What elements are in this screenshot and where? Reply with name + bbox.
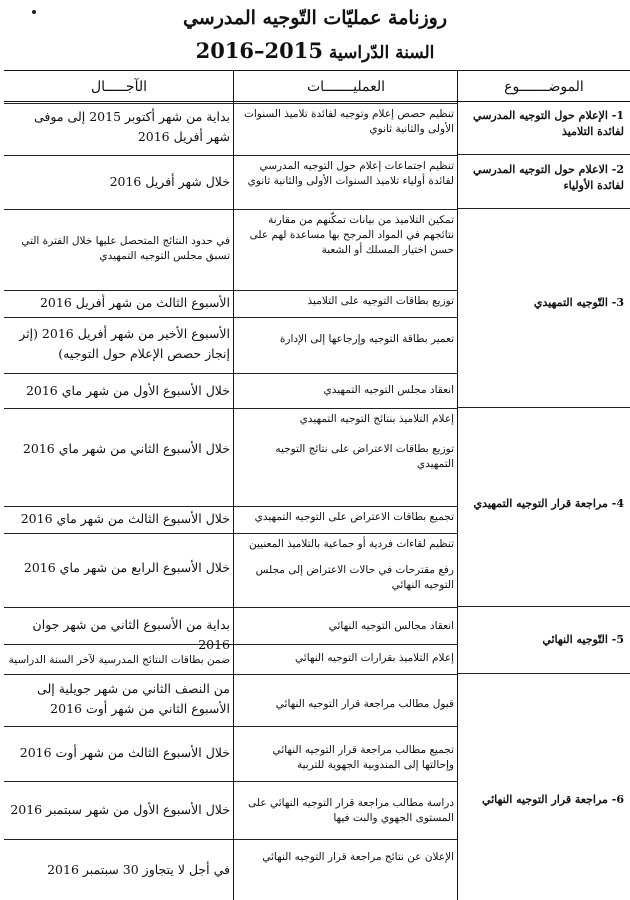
operation-cell: دراسة مطالب مراجعة قرار التوجيه النهائي على المستوى الجهوي والبت فيها	[234, 781, 458, 839]
operation-cell: تنظيم حصص إعلام وتوجيه لفائدة تلاميذ السنوات الأولى والثانية ثانوي	[234, 103, 458, 155]
subject-cell: 3- التّوجيه التمهيدي	[533, 296, 624, 309]
subject-cell: 6- مراجعة قرار التوجيه النهائي	[481, 793, 624, 806]
row-divider	[458, 154, 630, 155]
deadline-cell: خلال الأسبوع الثالث من شهر أوت 2016	[4, 726, 234, 781]
page-subtitle	[0, 38, 630, 66]
deadline-cell: خلال الأسبوع الرابع من شهر ماي 2016	[4, 533, 234, 607]
operation-cell: الإعلان عن نتائج مراجعة قرار التوجيه النهائي	[234, 839, 458, 900]
schedule-table	[4, 70, 630, 900]
deadline-cell: ضمن بطاقات النتائج المدرسية لآخر السنة الدراسية	[4, 644, 234, 674]
subtitle-year: 2015–2016	[195, 38, 323, 63]
deadline-cell: من النصف الثاني من شهر جويلية إلى الأسبوع الثاني من شهر أوت 2016	[4, 674, 234, 726]
subject-cell: 5- التّوجيه النهائي	[542, 633, 624, 646]
operation-cell: تمكين التلاميذ من بيانات تمكّنهم من مقارنة نتائجهم في المواد المرجح بها مساعدة لهم على حسن اختيار المسلك أو الشعبة	[234, 209, 458, 290]
subject-cell: 4- مراجعة قرار التوجيه التمهيدي	[473, 497, 624, 510]
deadline-cell: الأسبوع الثالث من شهر أفريل 2016	[4, 290, 234, 317]
column-header-deadlines: الآجـــــال	[4, 70, 234, 102]
operation-cell: انعقاد مجلس التوجيه التمهيدي	[234, 373, 458, 408]
operation-cell: تجميع مطالب مراجعة قرار التوجيه النهائي وإحالتها إلى المندوبية الجهوية للتربية	[234, 726, 458, 781]
deadline-cell: بداية من الأسبوع الثاني من شهر جوان 2016	[4, 607, 234, 644]
operation-cell: إعلام التلاميذ بنتائج التوجيه التمهيدي	[234, 408, 458, 434]
deadline-cell: خلال الأسبوع الثاني من شهر ماي 2016	[4, 408, 234, 506]
operation-cell: توزيع بطاقات التوجيه على التلاميذ	[234, 290, 458, 317]
operation-cell: توزيع بطاقات الاعتراض على نتائج التوجيه التمهيدي	[275, 443, 454, 470]
operation-cell: إعلام التلاميذ بقرارات التوجيه النهائي	[234, 644, 458, 674]
operation-cell: قبول مطالب مراجعة قرار التوجيه النهائي	[234, 674, 458, 726]
row-divider	[458, 407, 630, 408]
row-divider	[458, 208, 630, 209]
operation-cell: تجميع بطاقات الاعتراض على التوجيه التمهيدي	[234, 506, 458, 533]
deadline-cell: الأسبوع الأخير من شهر أفريل 2016 (إثر إنجاز حصص الإعلام حول التوجيه)	[4, 317, 234, 373]
operation-cell: تعمير بطاقة التوجيه وإرجاعها إلى الإدارة	[234, 317, 458, 373]
row-divider	[458, 606, 630, 607]
deadline-cell: بداية من شهر أكتوبر 2015 إلى موفى شهر أفريل 2016	[4, 103, 234, 155]
deadline-cell: في حدود النتائج المتحصل عليها خلال الفترة التي تسبق مجلس التوجيه التمهيدي	[4, 209, 234, 290]
page-title: روزنامة عمليّات التّوجيه المدرسي	[182, 7, 448, 29]
operation-cell: تنظيم لقاءات فردية أو جماعية بالتلاميذ المعنيين	[234, 533, 458, 559]
deadline-cell: خلال الأسبوع الأول من شهر ماي 2016	[4, 373, 234, 408]
subject-cell: 2- الاعلام حول التوجيه المدرسي لفائدة الأولياء	[473, 163, 624, 192]
column-header-subject: الموضـــــــوع	[458, 70, 630, 102]
deadline-cell: خلال الأسبوع الثالث من شهر ماي 2016	[4, 506, 234, 533]
operation-cell: رفع مقترحات في حالات الاعتراض إلى مجلس التوجيه النهائي	[255, 564, 454, 591]
deadline-cell: خلال الأسبوع الأول من شهر سبتمبر 2016	[4, 781, 234, 839]
operation-cell: انعقاد مجالس التوجيه النهائي	[234, 607, 458, 644]
subtitle-label: السنة الدّراسية	[328, 43, 435, 63]
column-header-operations: العمليـــــــات	[234, 70, 458, 102]
deadline-cell: خلال شهر أفريل 2016	[4, 155, 234, 209]
operation-cell: تنظيم اجتماعات إعلام حول التوجيه المدرسي لفائدة أولياء تلاميذ السنوات الأولى والثانية ثانوي	[234, 155, 458, 209]
row-divider	[458, 673, 630, 674]
subject-cell: 1- الإعلام حول التوجيه المدرسي لفائدة التلاميذ	[473, 109, 624, 138]
deadline-cell: في أجل لا يتجاوز 30 سبتمبر 2016	[4, 839, 234, 900]
